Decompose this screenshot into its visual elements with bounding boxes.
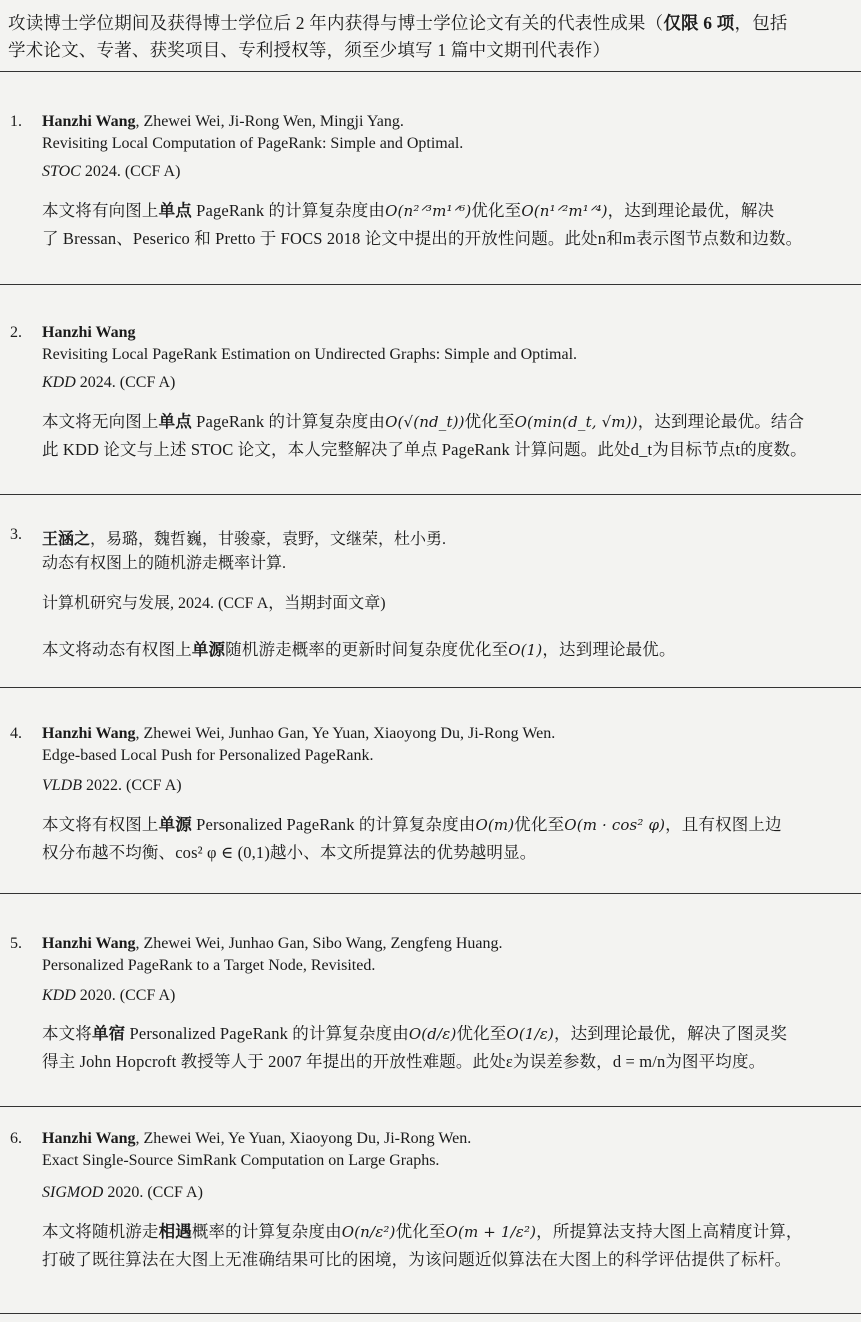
venue-name: STOC bbox=[42, 163, 81, 180]
entry-title: Personalized PageRank to a Target Node, Revisited. bbox=[42, 957, 376, 974]
main-author: Hanzhi Wang bbox=[42, 324, 136, 341]
entry-number: 2. bbox=[10, 324, 22, 341]
desc-text: 概率的计算复杂度由 bbox=[191, 1222, 342, 1241]
entry-number: 1. bbox=[10, 113, 22, 130]
entry-venue bbox=[42, 1184, 203, 1202]
entry-venue bbox=[42, 987, 175, 1005]
entry-description bbox=[42, 1218, 857, 1274]
header-text-end: ，包括 bbox=[734, 13, 788, 33]
desc-text: 优化至 bbox=[456, 1024, 507, 1043]
desc-text: Personalized PageRank 的计算复杂度由 bbox=[191, 815, 476, 834]
desc-text: 本文将无向图上 bbox=[42, 412, 159, 431]
desc-text-line2: 打破了既往算法在大图上无准确结果可比的困境，为该问题近似算法在大图上的科学评估提供了标杆。 bbox=[42, 1250, 792, 1269]
entry-title: Revisiting Local Computation of PageRank: Simple and Optimal. bbox=[42, 135, 464, 152]
co-authors: , Zhewei Wei, Junhao Gan, Sibo Wang, Zengfeng Huang. bbox=[135, 935, 503, 952]
main-author: Hanzhi Wang bbox=[42, 725, 136, 742]
desc-text-line2: 得主 John Hopcroft 教授等人于 2007 年提出的开放性难题。此处ε为误差参数，d = m/n为图平均度。 bbox=[42, 1052, 766, 1071]
entry-number: 3. bbox=[10, 526, 22, 543]
entry-authors bbox=[42, 324, 136, 342]
desc-text: ，达到理论最优，解决 bbox=[607, 201, 775, 220]
venue-year: 计算机研究与发展, 2024. (CCF A，当期封面文章) bbox=[42, 595, 386, 612]
header-text: 攻读博士学位期间及获得博士学位后 2 年内获得与博士学位论文有关的代表性成果（ bbox=[8, 13, 664, 33]
entry-6 bbox=[0, 1108, 861, 1314]
main-author: Hanzhi Wang bbox=[42, 935, 136, 952]
math-expression: O(n/ε²) bbox=[341, 1223, 396, 1241]
venue-year: 2020. (CCF A) bbox=[103, 1184, 203, 1201]
desc-highlight: 单点 bbox=[158, 412, 192, 431]
entry-authors bbox=[42, 1130, 471, 1148]
entry-number: 5. bbox=[10, 935, 22, 952]
main-author: Hanzhi Wang bbox=[42, 1130, 136, 1147]
entry-title: Exact Single-Source SimRank Computation on Large Graphs. bbox=[42, 1152, 440, 1169]
co-authors: ，易璐，魏哲巍，甘骏豪，袁野，文继荣，杜小勇. bbox=[90, 531, 447, 548]
desc-text: ，达到理论最优。结合 bbox=[637, 412, 805, 431]
header-line-2: 学术论文、专著、获奖项目、专利授权等，须至少填写 1 篇中文期刊代表作） bbox=[8, 40, 611, 60]
entry-authors bbox=[42, 526, 446, 549]
math-expression: O(n¹ᐟ²m¹ᐟ⁴) bbox=[521, 202, 608, 220]
co-authors: , Zhewei Wei, Ye Yuan, Xiaoyong Du, Ji-Rong Wen. bbox=[135, 1130, 472, 1147]
desc-text: 优化至 bbox=[471, 201, 522, 220]
main-author: 王涵之 bbox=[42, 531, 91, 548]
entry-venue bbox=[42, 374, 175, 392]
entry-venue bbox=[42, 777, 182, 795]
desc-text: ，且有权图上边 bbox=[665, 815, 782, 834]
desc-highlight: 相遇 bbox=[158, 1222, 192, 1241]
venue-name: VLDB bbox=[42, 777, 82, 794]
desc-highlight: 单宿 bbox=[91, 1024, 126, 1043]
desc-highlight: 单源 bbox=[191, 640, 226, 659]
entry-5 bbox=[0, 895, 861, 1107]
co-authors: , Zhewei Wei, Ji-Rong Wen, Mingji Yang. bbox=[135, 113, 404, 130]
desc-text: ，达到理论最优，解决了图灵奖 bbox=[553, 1024, 788, 1043]
desc-text: 本文将动态有权图上 bbox=[42, 640, 192, 659]
math-expression: O(1/ε) bbox=[506, 1025, 554, 1043]
venue-year: 2024. (CCF A) bbox=[80, 163, 181, 180]
math-expression: O(m) bbox=[475, 816, 515, 834]
math-expression: O(n²ᐟ³m¹ᐟ⁶) bbox=[385, 202, 472, 220]
entry-number: 4. bbox=[10, 725, 22, 742]
entry-4 bbox=[0, 689, 861, 894]
entry-title: Revisiting Local PageRank Estimation on Undirected Graphs: Simple and Optimal. bbox=[42, 346, 578, 363]
desc-text-line2: 此 KDD 论文与上述 STOC 论文，本人完整解决了单点 PageRank 计算问题。此处d_t为目标节点t的度数。 bbox=[42, 440, 807, 459]
desc-text: 优化至 bbox=[464, 412, 515, 431]
desc-text: 本文将 bbox=[42, 1024, 92, 1043]
entry-description bbox=[42, 811, 857, 867]
desc-text: 本文将有权图上 bbox=[42, 815, 159, 834]
desc-text: 本文将有向图上 bbox=[42, 201, 159, 220]
page-header bbox=[0, 0, 861, 72]
desc-text: 本文将随机游走 bbox=[42, 1222, 159, 1241]
entry-1 bbox=[0, 73, 861, 285]
desc-text: 随机游走概率的更新时间复杂度优化至 bbox=[225, 640, 509, 659]
entry-description bbox=[42, 636, 857, 664]
header-line-1 bbox=[8, 10, 851, 37]
entry-venue bbox=[42, 590, 386, 613]
venue-year: 2020. (CCF A) bbox=[75, 987, 176, 1004]
entry-2 bbox=[0, 286, 861, 495]
desc-highlight: 单点 bbox=[158, 201, 192, 220]
entry-venue bbox=[42, 163, 180, 181]
entry-description bbox=[42, 1020, 857, 1076]
venue-name: KDD bbox=[42, 987, 76, 1004]
entry-description bbox=[42, 408, 857, 464]
entry-3 bbox=[0, 496, 861, 688]
entry-authors bbox=[42, 113, 404, 131]
entry-title: Edge-based Local Push for Personalized PageRank. bbox=[42, 747, 374, 764]
entry-title: 动态有权图上的随机游走概率计算. bbox=[42, 555, 287, 572]
venue-year: 2022. (CCF A) bbox=[82, 777, 182, 794]
desc-text: 优化至 bbox=[514, 815, 565, 834]
desc-text: PageRank 的计算复杂度由 bbox=[191, 201, 386, 220]
header-limit: 仅限 6 项 bbox=[663, 13, 735, 33]
desc-text: ，所提算法支持大图上高精度计算， bbox=[536, 1222, 803, 1241]
main-author: Hanzhi Wang bbox=[42, 113, 136, 130]
co-authors: , Zhewei Wei, Junhao Gan, Ye Yuan, Xiaoyong Du, Ji-Rong Wen. bbox=[135, 725, 556, 742]
entry-number: 6. bbox=[10, 1130, 22, 1147]
desc-text: 优化至 bbox=[395, 1222, 446, 1241]
math-expression: O(min(d_t, √m)) bbox=[514, 413, 638, 431]
venue-year: 2024. (CCF A) bbox=[75, 374, 176, 391]
entry-authors bbox=[42, 935, 503, 953]
math-expression: O(d/ε) bbox=[408, 1025, 457, 1043]
desc-text: ，达到理论最优。 bbox=[542, 640, 676, 659]
entry-authors bbox=[42, 725, 555, 743]
math-expression: O(√(nd_t)) bbox=[385, 413, 465, 431]
venue-name: KDD bbox=[42, 374, 76, 391]
desc-highlight: 单源 bbox=[158, 815, 192, 834]
entry-description bbox=[42, 197, 857, 253]
desc-text-line2: 了 Bressan、Peserico 和 Pretto 于 FOCS 2018 论文中提出的开放性问题。此处n和m表示图节点数和边数。 bbox=[42, 229, 803, 248]
venue-name: SIGMOD bbox=[42, 1184, 104, 1201]
math-expression: O(1) bbox=[508, 641, 543, 659]
desc-text-line2: 权分布越不均衡、cos² φ ∈ (0,1)越小、本文所提算法的优势越明显。 bbox=[42, 843, 537, 862]
desc-text: Personalized PageRank 的计算复杂度由 bbox=[125, 1024, 409, 1043]
math-expression: O(m · cos² φ) bbox=[564, 816, 666, 834]
math-expression: O(m + 1/ε²) bbox=[445, 1223, 537, 1241]
desc-text: PageRank 的计算复杂度由 bbox=[191, 412, 386, 431]
